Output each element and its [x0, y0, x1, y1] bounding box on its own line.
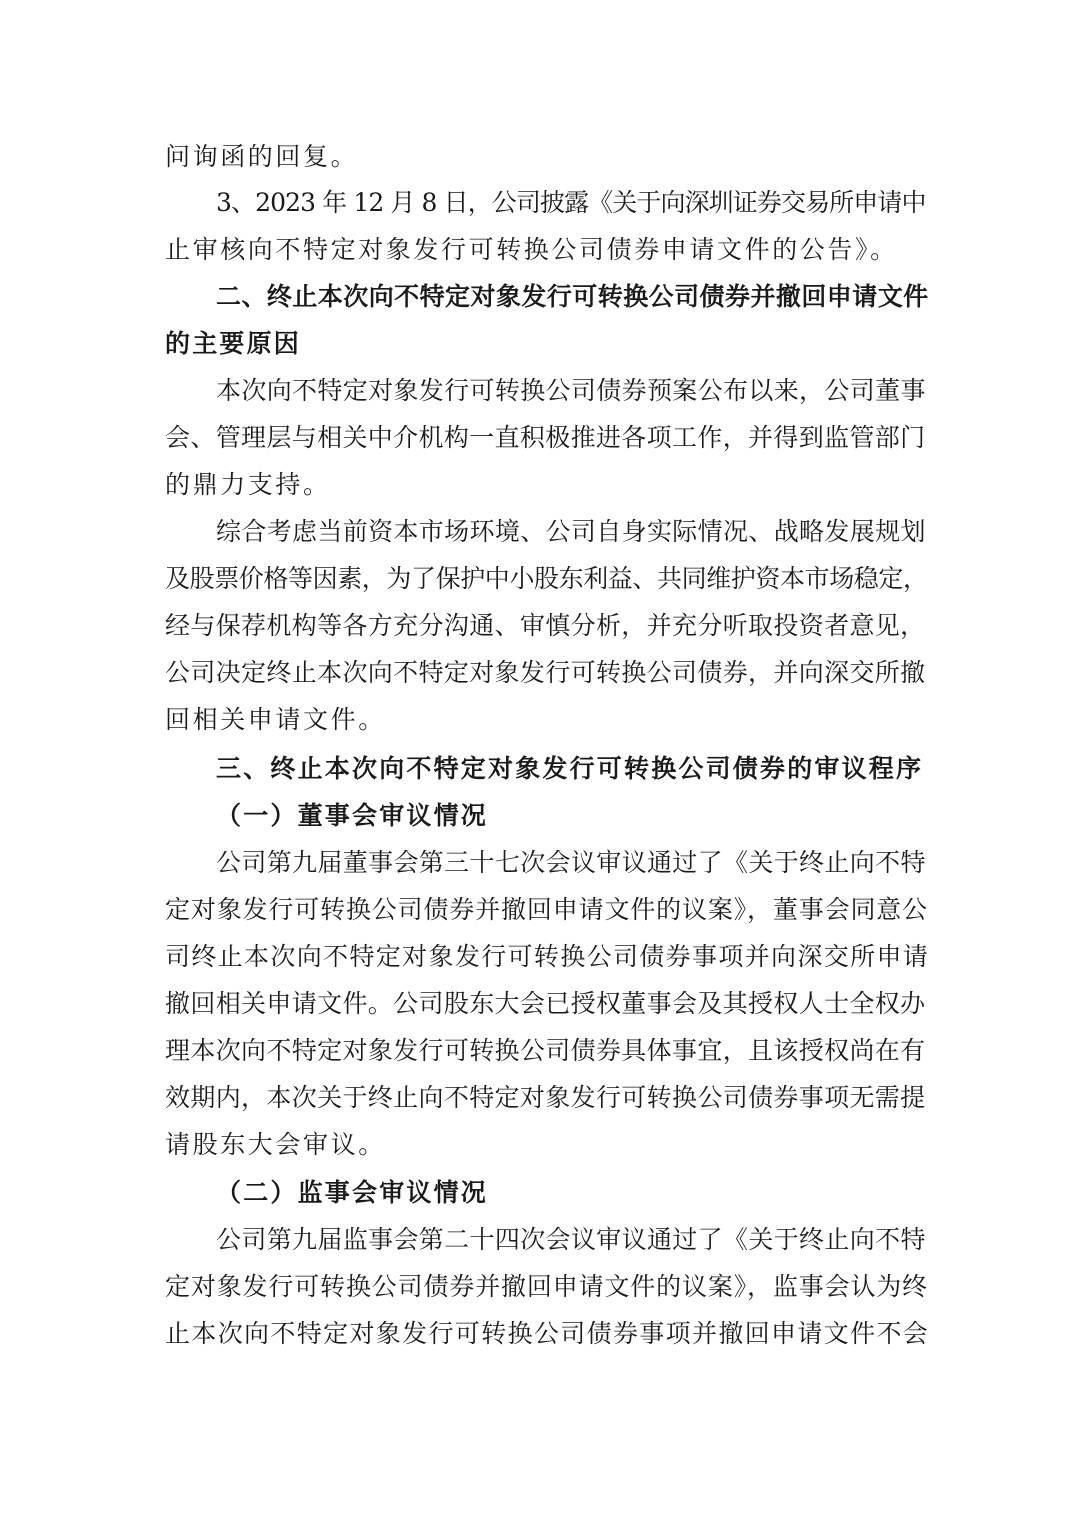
- paragraph-line: 3、2023 年 12 月 8 日，公司披露《关于向深圳证券交易所申请中: [216, 188, 926, 217]
- paragraph-line: 理本次向不特定对象发行可转换公司债券具体事宜，且该授权尚在有: [165, 1036, 926, 1065]
- paragraph-line: 公司第九届董事会第三十七次会议审议通过了《关于终止向不特: [216, 848, 926, 877]
- paragraph-line: 会、管理层与相关中介机构一直积极推进各项工作，并得到监管部门: [165, 423, 926, 452]
- subsection-heading: （一）董事会审议情况: [216, 801, 489, 830]
- paragraph-line: 撤回相关申请文件。公司股东大会已授权董事会及其授权人士全权办: [165, 989, 926, 1018]
- paragraph-line: 止本次向不特定对象发行可转换公司债券事项并撤回申请文件不会: [165, 1319, 930, 1348]
- paragraph-line: 定对象发行可转换公司债券并撤回申请文件的议案》，董事会同意公: [165, 895, 929, 924]
- paragraph-line: 经与保荐机构等各方充分沟通、审慎分析，并充分听取投资者意见，: [165, 611, 926, 640]
- paragraph-line: 及股票价格等因素，为了保护中小股东利益、共同维护资本市场稳定，: [165, 564, 928, 593]
- subsection-heading: （二）监事会审议情况: [216, 1178, 489, 1207]
- paragraph-line: 定对象发行可转换公司债券并撤回申请文件的议案》，监事会认为终: [165, 1272, 929, 1301]
- paragraph-line: 综合考虑当前资本市场环境、公司自身实际情况、战略发展规划: [216, 517, 926, 546]
- paragraph-line: 效期内，本次关于终止向不特定对象发行可转换公司债券事项无需提: [165, 1083, 926, 1112]
- paragraph-line: 司终止本次向不特定对象发行可转换公司债券事项并向深交所申请: [165, 942, 930, 971]
- paragraph-line: 回相关申请文件。: [165, 705, 386, 734]
- section-heading: 三、终止本次向不特定对象发行可转换公司债券的审议程序: [216, 754, 924, 783]
- paragraph-line: 止审核向不特定对象发行可转换公司债券申请文件的公告》。: [165, 235, 898, 264]
- section-heading: 二、终止本次向不特定对象发行可转换公司债券并撤回申请文件: [216, 282, 929, 311]
- paragraph-line: 请股东大会审议。: [165, 1130, 386, 1159]
- paragraph-line: 问询函的回复。: [165, 142, 359, 171]
- paragraph-line: 的鼎力支持。: [165, 470, 331, 499]
- paragraph-line: 本次向不特定对象发行可转换公司债券预案公布以来，公司董事: [216, 376, 926, 405]
- section-heading: 的主要原因: [165, 329, 302, 358]
- paragraph-line: 公司决定终止本次向不特定对象发行可转换公司债券，并向深交所撤: [165, 658, 926, 687]
- paragraph-line: 公司第九届监事会第二十四次会议审议通过了《关于终止向不特: [216, 1225, 926, 1254]
